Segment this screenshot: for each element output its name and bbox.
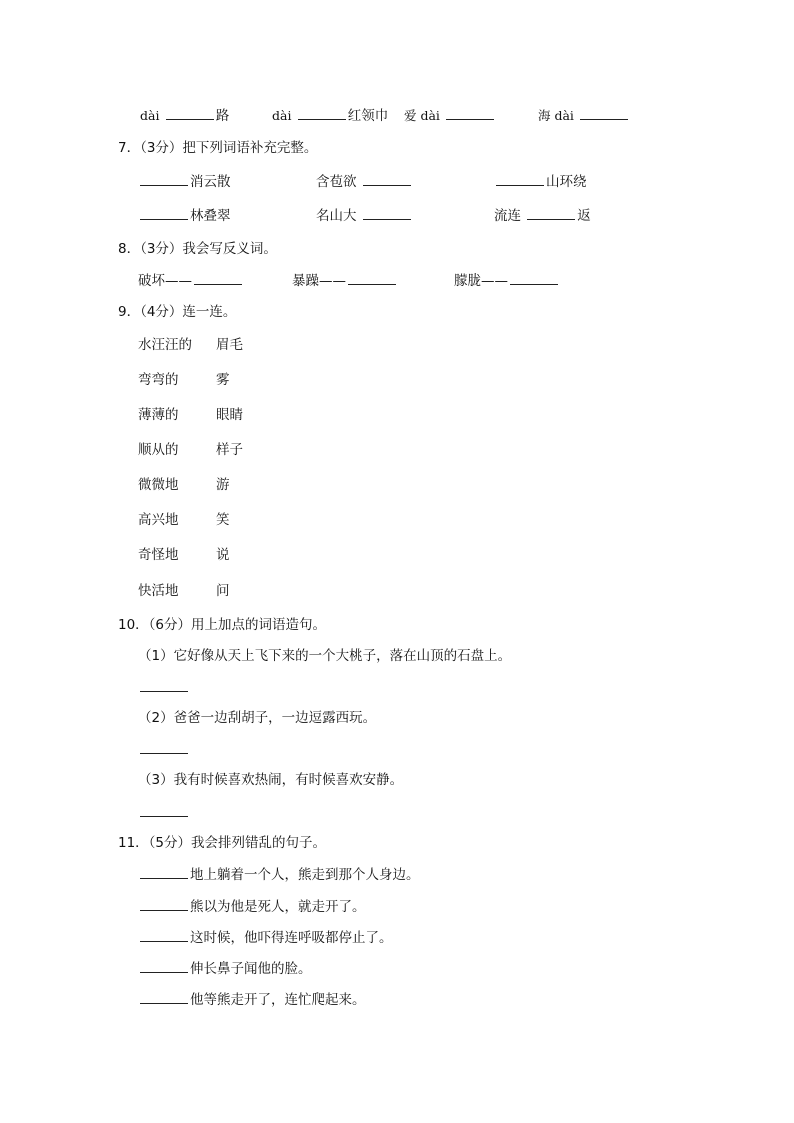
match-right-item[interactable]: 说: [216, 547, 230, 563]
q10-answer-3: [138, 803, 190, 822]
q7-item: 含苞欲: [316, 172, 413, 191]
answer-blank[interactable]: [496, 172, 544, 186]
q7-item: 名山大: [316, 206, 413, 225]
match-right-item[interactable]: 雾: [216, 372, 230, 388]
q11-sentence: 伸长鼻子闻他的脸。: [138, 959, 312, 978]
pinyin-item-4: 海 dài: [538, 106, 630, 125]
answer-blank[interactable]: [363, 172, 411, 186]
q11-sentence: 地上躺着一个人，熊走到那个人身边。: [138, 865, 420, 884]
q10-answer-2: [138, 740, 190, 759]
q7-item: 林叠翠: [138, 206, 231, 225]
question-9-title: 9．（4分）连一连。: [118, 304, 237, 320]
answer-blank[interactable]: [166, 106, 214, 120]
match-right-item[interactable]: 游: [216, 477, 230, 493]
q11-sentence: 熊以为他是死人，就走开了。: [138, 897, 366, 916]
answer-blank[interactable]: [140, 172, 188, 186]
answer-blank[interactable]: [140, 206, 188, 220]
question-10-title: 10．（6分）用上加点的词语造句。: [118, 617, 327, 633]
answer-blank[interactable]: [298, 106, 346, 120]
match-left-item[interactable]: 高兴地: [138, 512, 179, 528]
answer-blank[interactable]: [363, 206, 411, 220]
match-right-item[interactable]: 笑: [216, 512, 230, 528]
match-right-item[interactable]: 问: [216, 583, 230, 599]
match-left-item[interactable]: 弯弯的: [138, 372, 179, 388]
order-blank[interactable]: [140, 959, 188, 973]
match-left-item[interactable]: 水汪汪的: [138, 337, 192, 353]
answer-blank[interactable]: [194, 271, 242, 285]
question-7-title: 7．（3分）把下列词语补充完整。: [118, 140, 318, 156]
answer-blank[interactable]: [446, 106, 494, 120]
q10-prompt-1: （1）它好像从天上飞下来的一个大桃子，落在山顶的石盘上。: [138, 648, 512, 664]
match-right-item[interactable]: 眼睛: [216, 407, 243, 423]
q7-row-1: [138, 172, 638, 190]
pinyin-row: [140, 106, 660, 124]
order-blank[interactable]: [140, 928, 188, 942]
antonym-item: 破坏——: [138, 271, 244, 290]
pinyin-item-3: 爱 dài: [404, 106, 496, 125]
match-right-item[interactable]: 样子: [216, 442, 243, 458]
match-left-item[interactable]: 奇怪地: [138, 547, 179, 563]
match-left-item[interactable]: 微微地: [138, 477, 179, 493]
match-right-item[interactable]: 眉毛: [216, 337, 243, 353]
q7-item: 消云散: [138, 172, 231, 191]
answer-blank[interactable]: [140, 740, 188, 754]
order-blank[interactable]: [140, 865, 188, 879]
question-11-title: 11．（5分）我会排列错乱的句子。: [118, 835, 327, 851]
q11-sentence: 他等熊走开了，连忙爬起来。: [138, 990, 366, 1009]
answer-blank[interactable]: [527, 206, 575, 220]
answer-blank[interactable]: [140, 678, 188, 692]
answer-blank[interactable]: [580, 106, 628, 120]
q10-prompt-3: （3）我有时候喜欢热闹，有时候喜欢安静。: [138, 772, 404, 788]
q7-row-2: [138, 206, 638, 224]
q10-answer-1: [138, 678, 190, 697]
q11-sentence: 这时候，他吓得连呼吸都停止了。: [138, 928, 393, 947]
match-left-item[interactable]: 薄薄的: [138, 407, 179, 423]
answer-blank[interactable]: [348, 271, 396, 285]
pinyin-item-1: dài 路: [140, 108, 230, 124]
q7-item: 流连 返: [494, 208, 591, 224]
order-blank[interactable]: [140, 990, 188, 1004]
answer-blank[interactable]: [140, 803, 188, 817]
match-left-item[interactable]: 顺从的: [138, 442, 179, 458]
q7-item: 山环绕: [494, 172, 587, 191]
q8-row: [138, 271, 598, 289]
question-8-title: 8．（3分）我会写反义词。: [118, 241, 277, 257]
antonym-item: 暴躁——: [292, 271, 398, 290]
match-left-item[interactable]: 快活地: [138, 583, 179, 599]
order-blank[interactable]: [140, 897, 188, 911]
answer-blank[interactable]: [510, 271, 558, 285]
q10-prompt-2: （2）爸爸一边刮胡子，一边逗露西玩。: [138, 710, 377, 726]
antonym-item: 朦胧——: [454, 271, 560, 290]
pinyin-item-2: dài 红领巾: [272, 108, 389, 124]
